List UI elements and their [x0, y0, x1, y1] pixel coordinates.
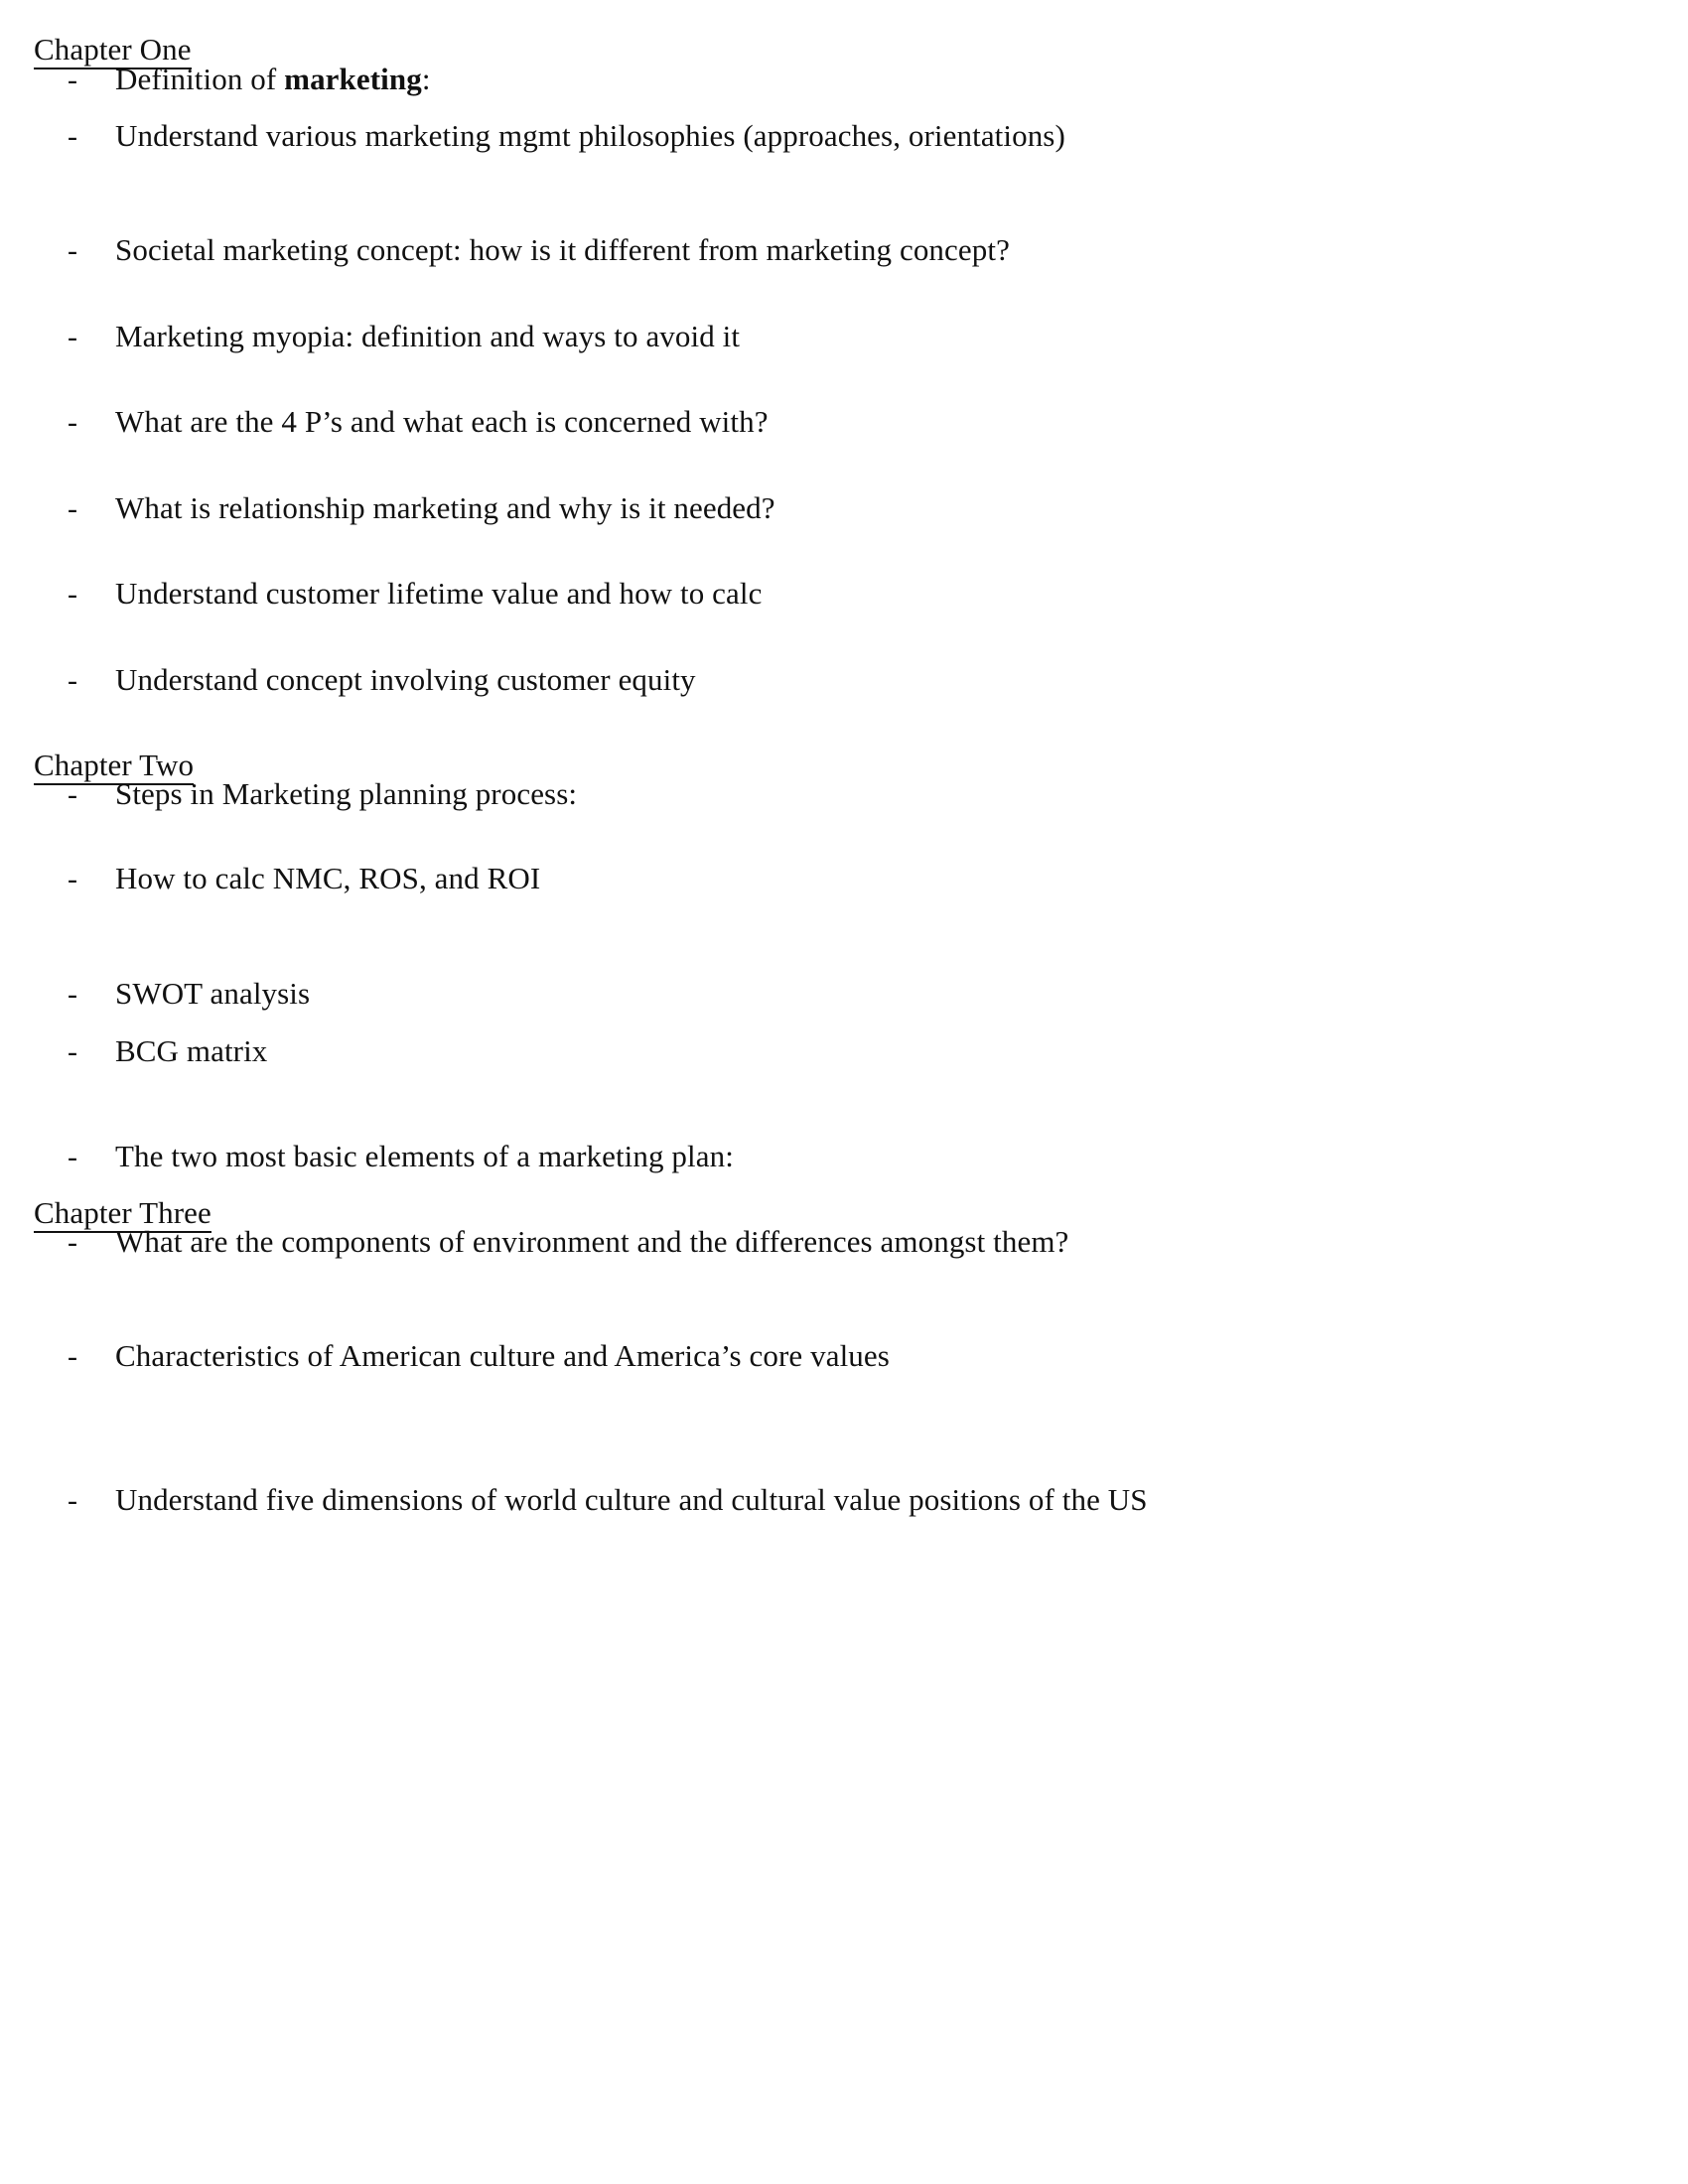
bullet-marker-icon: -	[68, 1226, 77, 1259]
outline-bullet-item	[68, 578, 762, 611]
outline-bullet-text: How to calc NMC, ROS, and ROI	[115, 861, 541, 895]
bullet-marker-icon: -	[68, 1035, 77, 1068]
bullet-marker-icon: -	[68, 64, 77, 96]
outline-bullet-item	[68, 664, 696, 697]
bullet-marker-icon: -	[68, 664, 77, 697]
outline-bullet-text: What are the 4 P’s and what each is concerned with?	[115, 404, 769, 439]
outline-bullet-text	[115, 64, 431, 96]
outline-bullet-text: Understand five dimensions of world culture and cultural value positions of the US	[115, 1482, 1148, 1517]
outline-bullet-text: Understand concept involving customer equity	[115, 662, 696, 697]
outline-bullet-item	[68, 64, 431, 96]
bullet-text-part: :	[421, 62, 431, 96]
outline-bullet-item	[68, 1035, 267, 1068]
outline-bullet-text: SWOT analysis	[115, 976, 311, 1011]
outline-bullet-item	[68, 1340, 890, 1373]
outline-bullet-item	[68, 1141, 734, 1173]
outline-bullet-text: Understand customer lifetime value and how to calc	[115, 576, 763, 611]
chapter-heading-label: Chapter Two	[34, 750, 194, 785]
bullet-marker-icon: -	[68, 778, 77, 811]
bullet-text-part: Definition of	[115, 62, 285, 96]
bullet-marker-icon: -	[68, 1340, 77, 1373]
outline-bullet-text: The two most basic elements of a marketing plan:	[115, 1139, 734, 1173]
chapter-heading-label: Chapter One	[34, 34, 192, 69]
outline-bullet-text: BCG matrix	[115, 1033, 268, 1068]
outline-bullet-item	[68, 406, 769, 439]
bullet-marker-icon: -	[68, 406, 77, 439]
chapter-heading-label: Chapter Three	[34, 1197, 211, 1233]
bullet-marker-icon: -	[68, 863, 77, 895]
outline-bullet-item	[68, 321, 740, 353]
bullet-marker-icon: -	[68, 978, 77, 1011]
bullet-marker-icon: -	[68, 578, 77, 611]
outline-bullet-item	[68, 978, 310, 1011]
outline-bullet-item	[68, 120, 1065, 153]
outline-bullet-text: What is relationship marketing and why is it needed?	[115, 490, 775, 525]
bullet-marker-icon: -	[68, 1141, 77, 1173]
bullet-marker-icon: -	[68, 120, 77, 153]
bullet-marker-icon: -	[68, 321, 77, 353]
outline-bullet-text: Marketing myopia: definition and ways to avoid it	[115, 319, 741, 353]
outline-bullet-item	[68, 863, 540, 895]
outline-bullet-item	[68, 778, 577, 811]
outline-bullet-text: Societal marketing concept: how is it different from marketing concept?	[115, 232, 1010, 267]
outline-bullet-text: What are the components of environment and the differences amongst them?	[115, 1224, 1069, 1259]
outline-bullet-item	[68, 1484, 1148, 1517]
outline-bullet-item	[68, 1226, 1068, 1259]
outline-bullet-text: Steps in Marketing planning process:	[115, 776, 578, 811]
bullet-marker-icon: -	[68, 234, 77, 267]
bullet-marker-icon: -	[68, 1484, 77, 1517]
outline-bullet-text: Characteristics of American culture and America’s core values	[115, 1338, 890, 1373]
outline-bullet-text: Understand various marketing mgmt philosophies (approaches, orientations)	[115, 118, 1065, 153]
outline-bullet-item	[68, 492, 775, 525]
outline-bullet-item	[68, 234, 1010, 267]
bullet-text-emphasis: marketing	[284, 62, 422, 96]
bullet-marker-icon: -	[68, 492, 77, 525]
